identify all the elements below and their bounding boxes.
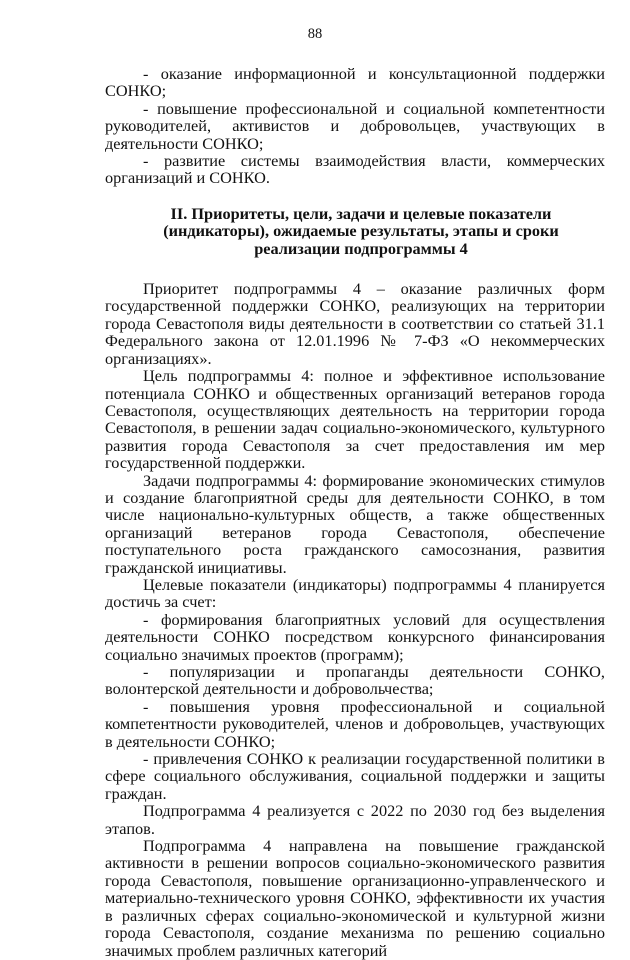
paragraph-goal: Цель подпрограммы 4: полное и эффективное использование потенциала СОНКО и общественных организаций ветеранов города Севастополя, осуществляющих деятельность на территории города Севастополя, в решении задач социально-экономического, культурного развития города Севастополя за счет предоставления им мер государственной поддержки. bbox=[105, 366, 605, 473]
paragraph-indicators-intro: Целевые показатели (индикаторы) подпрограммы 4 планируется достичь за счет: bbox=[105, 574, 605, 612]
paragraph-period: Подпрограмма 4 реализуется с 2022 по 2030 год без выделения этапов. bbox=[105, 801, 605, 838]
section-body bbox=[105, 280, 605, 959]
intro-item: - повышение профессиональной и социальной компетентности руководителей, активистов и добровольцев, участвующих в деятельности СОНКО; bbox=[105, 98, 605, 153]
indicator-item: - формирования благоприятных условий для осуществления деятельности СОНКО посредством конкурсного финансирования социально значимых проектов (программ); bbox=[105, 609, 605, 664]
indicator-item: - повышения уровня профессиональной и социальной компетентности руководителей, членов и добровольцев, участвующих в деятельности СОНКО; bbox=[105, 696, 605, 751]
indicator-item: - популяризации и пропаганды деятельности СОНКО, волонтерской деятельности и добровольчества; bbox=[105, 662, 605, 699]
intro-item: - оказание информационной и консультационной поддержки СОНКО; bbox=[105, 64, 605, 101]
paragraph-tasks: Задачи подпрограммы 4: формирование экономических стимулов и создание благоприятной среды для деятельности СОНКО, в том числе национально-культурных обществ, а также общественных организаций ветеранов города Севастополя, обеспечение поступательного роста гражданского самосознания, развития гражданской инициативы. bbox=[105, 470, 605, 577]
indicator-item: - привлечения СОНКО к реализации государственной политики в сфере социального обслуживания, социальной поддержки и защиты граждан. bbox=[105, 749, 605, 803]
intro-item: - развитие системы взаимодействия власти, коммерческих организаций и СОНКО. bbox=[105, 151, 605, 188]
paragraph-direction: Подпрограмма 4 направлена на повышение гражданской активности в решении вопросов социально-экономического развития города Севастополя, повышение организационно-управленческого и материально-технического уровня СОНКО, эффективности их участия в различных сферах социально-экономической и культурной жизни города Севастополя, создание механизма по решению социально значимых проблем различных категорий bbox=[105, 836, 605, 960]
page-content bbox=[105, 65, 605, 959]
section-heading: II. Приоритеты, цели, задачи и целевые показатели (индикаторы), ожидаемые результаты, этапы и сроки реализации подпрограммы 4 bbox=[163, 203, 559, 258]
paragraph-priority: Приоритет подпрограммы 4 – оказание различных форм государственной поддержки СОНКО, реализующих на территории города Севастополя виды деятельности в соответствии со статьей 31.1 Федерального закона от 12.01.1996 № 7-ФЗ «О некоммерческих организациях». bbox=[105, 279, 605, 368]
page-number: 88 bbox=[307, 26, 323, 42]
